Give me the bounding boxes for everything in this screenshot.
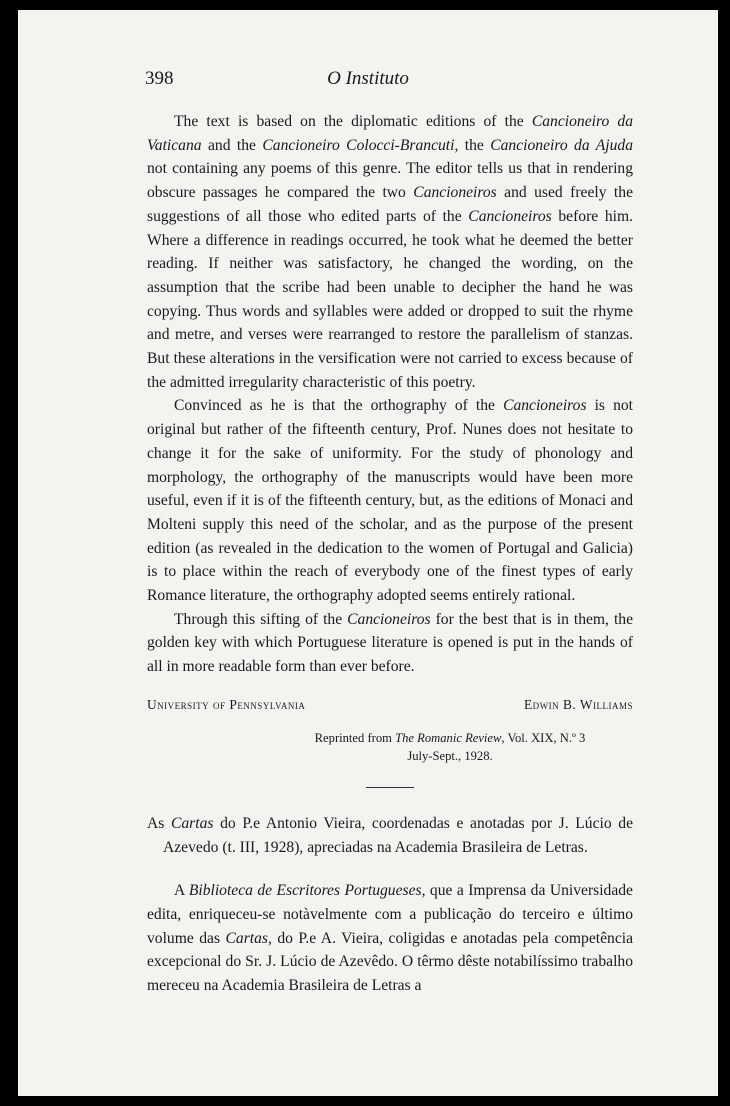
review-paragraph-2: Convinced as he is that the orthography of the Cancioneiros is not original but rather of the fifteenth century, Prof. Nunes does not hesitate to change it for the sake of uniformity. For the study of phonology and morphology, the orthography of the manuscripts would have been more useful, even if it is of the fifteenth century, but, as the editions of Monaci and Molteni supply this need of the scholar, and as the purpose of the present edition (as revealed in the dedication to the women of Portugal and Galicia) is to place within the reach of everybody one of the finest types of early Romance literature, the orthography adopted seems entirely rational. [147,397,633,605]
signature-line [147,697,633,713]
review-paragraph-3: Through this sifting of the Cancioneiros for the best that is in them, the golden key with which Portuguese literature is opened is put in the hands of all in more readable form than ever before. [147,610,633,676]
page-number: 398 [145,68,174,89]
review-paragraph-1: The text is based on the diplomatic editions of the Cancioneiro da Vaticana and the Cancioneiro Colocci-Brancuti, the Cancioneiro da Ajuda not containing any poems of this genre. The editor tells us that in rendering obscure passages he compared the two Cancioneiros and used freely the suggestions of all those who edited parts of the Cancioneiros before him. Where a difference in readings occurred, he took what he deemed the better reading. If neither was satisfactory, he changed the wording, on the assumption that the scribe had been unable to decipher the hand he was copying. Thus words and syllables were added or dropped to suit the rhyme and metre, and verses were rearranged to restore the parallelism of stanzas. But these alterations in the versification were not carried to excess because of the admitted irregularity characteristic of this poetry. [147,113,634,391]
section-divider [366,787,414,788]
author-name: Edwin B. Williams [523,696,633,712]
body-text [147,110,633,998]
running-title: O Instituto [327,68,409,89]
notice-heading: As Cartas do P.e Antonio Vieira, coordenadas e anotadas por J. Lúcio de Azevedo (t. III, 1928), apreciadas na Academia Brasileira de Letras. [147,814,634,856]
institution: University of Pennsylvania [147,696,306,712]
reprint-note: Reprinted from The Romanic Review, Vol. XIX, N.º 3 July-Sept., 1928. [314,730,586,763]
notice-paragraph-1: A Biblioteca de Escritores Portugueses, que a Imprensa da Universidade edita, enriqueceu-se notàvelmente com a publicação do terceiro e último volume das Cartas, do P.e A. Vieira, coligidas e anotadas pela competência excepcional do Sr. J. Lúcio de Azevêdo. O têrmo dêste notabilíssimo trabalho mereceu na Academia Brasileira de Letras a [147,882,633,995]
book-page [18,10,718,1096]
page-header [18,68,718,98]
